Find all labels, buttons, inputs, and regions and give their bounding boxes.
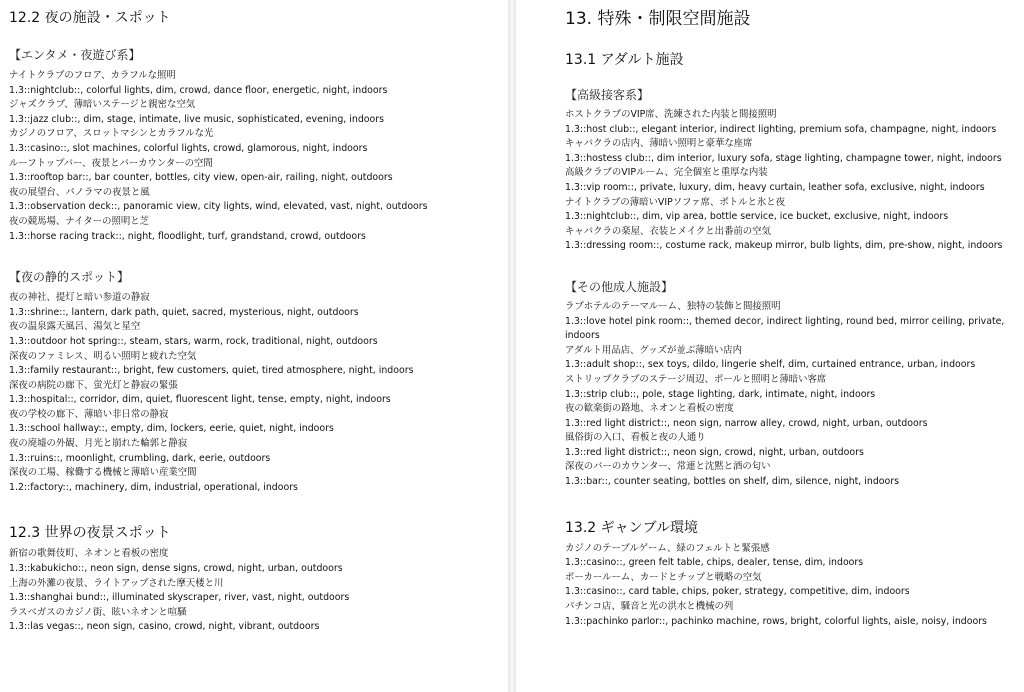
section-title-13-2: 13.2 ギャンブル環境 <box>565 519 699 536</box>
page-gutter <box>508 0 516 692</box>
text-line: 深夜のファミレス、明るい照明と疲れた空気 <box>9 350 197 362</box>
text-line: 夜の学校の廊下、薄暗い非日常の静寂 <box>9 408 169 420</box>
text-line: ラブホテルのテーマルーム、独特の装飾と間接照明 <box>565 300 781 312</box>
text-line: 夜の廃墟の外観、月光と崩れた輪郭と静寂 <box>9 438 188 450</box>
gambling-lines <box>565 542 1016 630</box>
text-line: ジャズクラブ、薄暗いステージと親密な空気 <box>9 99 196 111</box>
night-view-lines <box>9 547 500 635</box>
text-line: 1.3::shrine::, lantern, dark path, quiet, sacred, mysterious, night, outdoors <box>9 306 359 318</box>
text-line: ラスベガスのカジノ街、眩いネオンと喧騒 <box>9 606 187 618</box>
text-line: 1.3::host club::, elegant interior, indirect lighting, premium sofa, champagne, night, indoors <box>565 123 997 135</box>
text-line: 1.3::jazz club::, dim, stage, intimate, live music, sophisticated, evening, indoors <box>9 113 384 125</box>
text-line: 1.3::bar::, counter seating, bottles on shelf, dim, silence, night, indoors <box>565 476 899 488</box>
group-title-quiet-spots: 【夜の静的スポット】 <box>9 270 130 285</box>
text-line: 深夜のバーのカウンター、常連と沈黙と酒の匂い <box>565 461 771 473</box>
text-line: 1.3::strip club::, pole, stage lighting, dark, intimate, night, indoors <box>565 388 876 400</box>
text-line: パチンコ店、騒音と光の洪水と機械の列 <box>565 601 734 613</box>
text-line: 1.3::casino::, slot machines, colorful lights, crowd, glamorous, night, indoors <box>9 142 368 154</box>
text-line: 1.3::pachinko parlor::, pachinko machine, rows, bright, colorful lights, aisle, noisy, indoors <box>565 615 987 627</box>
text-line: 1.3::family restaurant::, bright, few customers, quiet, tired atmosphere, night, indoors <box>9 365 414 377</box>
text-line: 1.3::red light district::, neon sign, crowd, night, urban, outdoors <box>565 446 864 458</box>
text-line: 夜の展望台、パノラマの夜景と風 <box>9 186 150 198</box>
text-line: 1.3::shanghai bund::, illuminated skyscraper, river, vast, night, outdoors <box>9 592 350 604</box>
text-line: アダルト用品店、グッズが並ぶ薄暗い店内 <box>565 344 742 356</box>
text-line: カジノのテーブルゲーム、緑のフェルトと緊張感 <box>565 542 770 554</box>
left-page[interactable] <box>0 0 508 692</box>
text-line: 深夜の工場、稼働する機械と薄暗い産業空間 <box>9 467 197 479</box>
text-line: ホストクラブのVIP席、洗練された内装と間接照明 <box>565 109 777 120</box>
section-title-12-2: 12.2 夜の施設・スポット <box>9 10 171 26</box>
text-line: 夜の神社、提灯と暗い参道の静寂 <box>9 292 150 304</box>
text-line: 1.3::kabukicho::, neon sign, dense signs, crowd, night, urban, outdoors <box>9 563 343 575</box>
text-line: 1.2::factory::, machinery, dim, industrial, operational, indoors <box>9 481 298 493</box>
text-line: 風俗街の入口、看板と夜の人通り <box>565 432 706 444</box>
quiet-spot-lines <box>9 291 500 495</box>
text-line: 新宿の歌舞伎町、ネオンと看板の密度 <box>9 548 169 560</box>
right-page[interactable] <box>516 0 1024 692</box>
text-line: 1.3::vip room::, private, luxury, dim, heavy curtain, leather sofa, exclusive, night, indoors <box>565 181 985 193</box>
text-line: 1.3::love hotel pink room::, themed decor, indirect lighting, round bed, mirror ceiling, private, indoors <box>565 315 1005 342</box>
text-line: ポーカールーム、カードとチップと戦略の空気 <box>565 571 762 583</box>
section-title-12-3: 12.3 世界の夜景スポット <box>9 525 171 542</box>
text-line: ナイトクラブの薄暗いVIPソファ席、ボトルと氷と夜 <box>565 196 786 208</box>
text-line: 1.3::rooftop bar::, bar counter, bottles, city view, open-air, railing, night, outdoors <box>9 172 393 184</box>
group-title-other-adult: 【その他成人施設】 <box>565 279 674 294</box>
entertainment-lines <box>9 69 500 244</box>
text-line: 1.3::observation deck::, panoramic view, city lights, wind, elevated, vast, night, outdoors <box>9 201 428 213</box>
text-line: 夜の温泉露天風呂、湯気と星空 <box>9 321 141 333</box>
text-line: 1.3::nightclub::, colorful lights, dim, crowd, dance floor, energetic, night, indoors <box>9 84 388 96</box>
text-line: 1.3::ruins::, moonlight, crumbling, dark, eerie, outdoors <box>9 452 271 464</box>
text-line: 1.3::hospital::, corridor, dim, quiet, fluorescent light, tense, empty, night, indoors <box>9 394 391 406</box>
text-line: ナイトクラブのフロア、カラフルな照明 <box>9 70 176 81</box>
text-line: 夜の歓楽街の路地、ネオンと看板の密度 <box>565 403 734 415</box>
chapter-title-13: 13. 特殊・制限空間施設 <box>565 9 751 29</box>
text-line: 1.3::red light district::, neon sign, narrow alley, crowd, night, urban, outdoors <box>565 417 928 429</box>
text-line: 1.3::dressing room::, costume rack, makeup mirror, bulb lights, dim, pre-show, night, indoors <box>565 240 1003 252</box>
text-line: 深夜の病院の廊下、蛍光灯と静寂の緊張 <box>9 379 178 391</box>
text-line: 1.3::horse racing track::, night, floodlight, turf, grandstand, crowd, outdoors <box>9 230 366 242</box>
text-line: キャバクラの楽屋、衣装とメイクと出番前の空気 <box>565 225 771 237</box>
text-line: 1.3::casino::, card table, chips, poker, strategy, competitive, dim, indoors <box>565 586 910 598</box>
text-line: 1.3::outdoor hot spring::, steam, stars, warm, rock, traditional, night, outdoors <box>9 335 378 347</box>
text-line: 1.3::las vegas::, neon sign, casino, crowd, night, vibrant, outdoors <box>9 621 320 633</box>
text-line: ストリップクラブのステージ周辺、ポールと照明と薄暗い客席 <box>565 373 827 385</box>
text-line: 1.3::nightclub::, dim, vip area, bottle service, ice bucket, exclusive, night, indoors <box>565 211 949 223</box>
section-title-13-1: 13.1 アダルト施設 <box>565 52 684 68</box>
text-line: キャバクラの店内、薄暗い照明と豪華な座席 <box>565 138 753 150</box>
text-line: カジノのフロア、スロットマシンとカラフルな光 <box>9 128 214 140</box>
text-line: 高級クラブのVIPルーム、完全個室と重厚な内装 <box>565 167 768 179</box>
text-line: 1.3::adult shop::, sex toys, dildo, lingerie shelf, dim, curtained entrance, urban, indoors <box>565 359 976 371</box>
text-line: 上海の外灘の夜景、ライトアップされた摩天楼と川 <box>9 577 224 589</box>
other-adult-lines <box>565 300 1016 490</box>
text-line: ルーフトップバー、夜景とバーカウンターの空間 <box>9 157 213 169</box>
group-title-luxury: 【高級接客系】 <box>565 88 650 102</box>
text-line: 夜の競馬場、ナイターの照明と芝 <box>9 215 149 227</box>
group-title-entertainment: 【エンタメ・夜遊び系】 <box>9 48 141 62</box>
luxury-lines <box>565 108 1016 254</box>
text-line: 1.3::hostess club::, dim interior, luxury sofa, stage lighting, champagne tower, night, indoors <box>565 152 1002 164</box>
text-line: 1.3::school hallway::, empty, dim, lockers, eerie, quiet, night, indoors <box>9 423 334 435</box>
text-line: 1.3::casino::, green felt table, chips, dealer, tense, dim, indoors <box>565 557 864 569</box>
